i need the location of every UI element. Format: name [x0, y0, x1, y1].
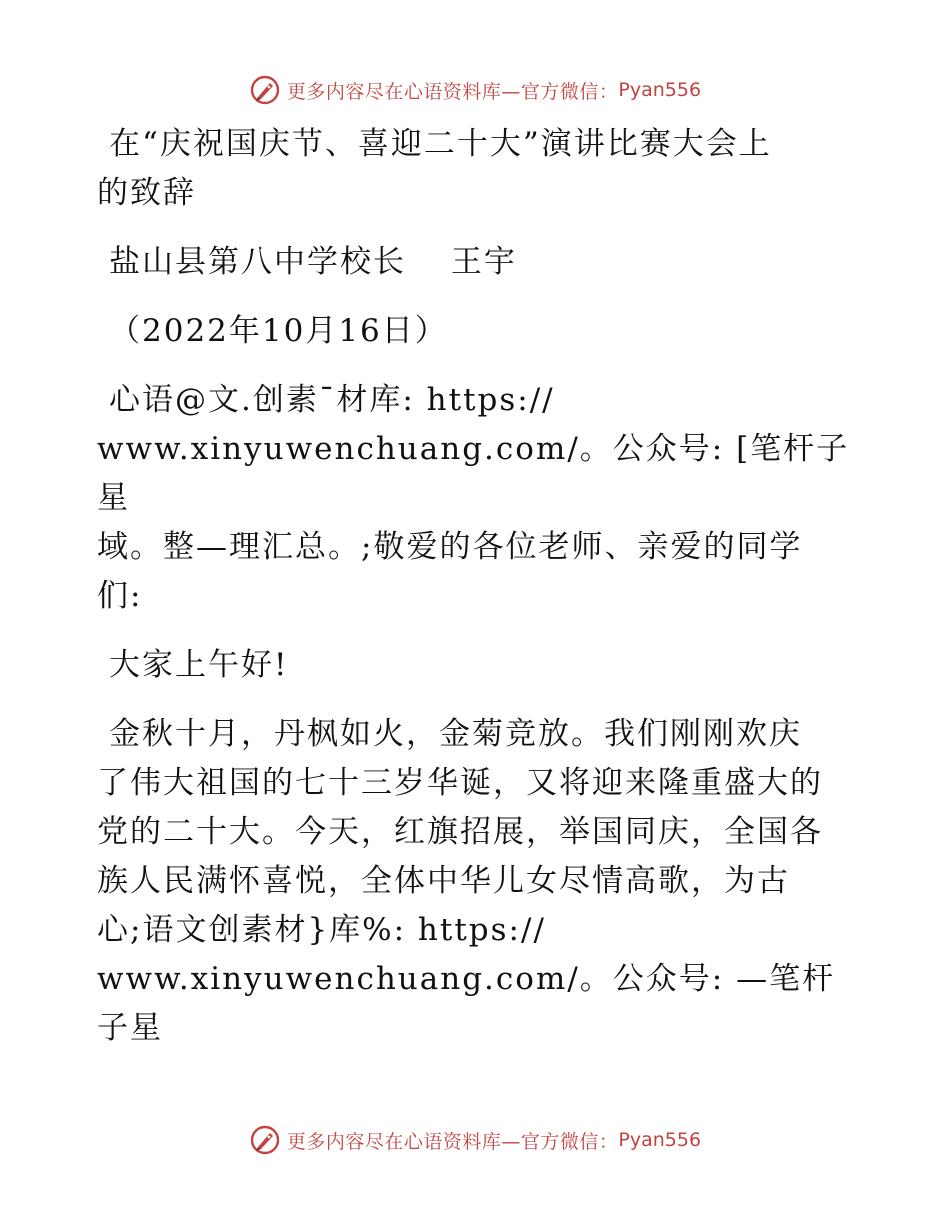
banner-wechat-id: Pyan556 — [618, 79, 702, 101]
greeting: 大家上午好! — [109, 647, 289, 683]
doc-title-line-1: 在“庆祝国庆节、喜迎二十大”演讲比赛大会上 — [109, 126, 772, 162]
banner-wechat-id: Pyan556 — [618, 1129, 702, 1151]
fountain-pen-logo-icon — [249, 74, 281, 106]
doc-author: 盐山县第八中学校长 王宇 — [109, 244, 517, 280]
doc-date: （2022年10月16日） — [109, 313, 448, 349]
footer-banner — [0, 1120, 950, 1160]
header-banner — [0, 70, 950, 110]
body-line-2: 了伟大祖国的七十三岁华诞，又将迎来隆重盛大的 — [97, 765, 823, 801]
body-line-3: 党的二十大。今天，红旗招展，举国同庆，全国各 — [97, 814, 823, 850]
fountain-pen-logo-icon — [249, 1124, 281, 1156]
promo2-line-2: www.xinyuwenchuang.com/。公众号: —笔杆子星 — [97, 961, 836, 1046]
promo-line-4: 们: — [97, 578, 143, 614]
promo-line-2: www.xinyuwenchuang.com/。公众号: [笔杆子星 — [97, 431, 850, 516]
promo2-line-1: 心;语文创素材}库%: https:// — [97, 912, 546, 948]
body-line-4: 族人民满怀喜悦，全体中华儿女尽情高歌，为古 — [97, 863, 790, 899]
banner-text: 更多内容尽在心语资料库—官方微信： — [286, 1130, 619, 1153]
doc-title-line-2: 的致辞 — [97, 175, 196, 211]
body-line-1: 金秋十月，丹枫如火，金菊竞放。我们刚刚欢庆 — [109, 716, 802, 752]
document-body — [97, 120, 857, 1053]
promo-line-3: 域。整—理汇总。;敬爱的各位老师、亲爱的同学 — [97, 529, 803, 565]
banner-text: 更多内容尽在心语资料库—官方微信： — [286, 80, 619, 103]
promo-line-1: 心语@文.创素¯材库: https:// — [109, 382, 555, 418]
